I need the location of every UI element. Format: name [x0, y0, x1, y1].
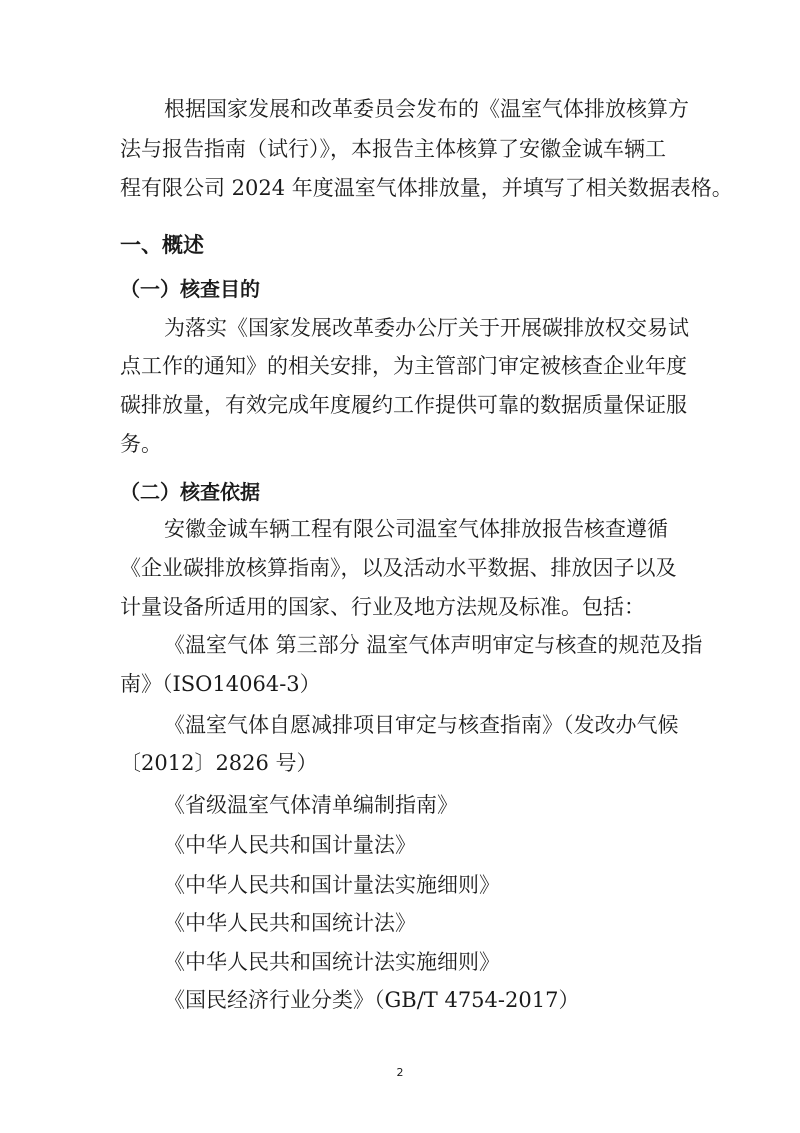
reference-item: 南》（ISO14064-3） — [120, 672, 321, 696]
reference-item: 《国民经济行业分类》（GB/T 4754-2017） — [164, 988, 580, 1012]
purpose-line-1: 为落实《国家发展改革委办公厅关于开展碳排放权交易试 — [164, 316, 689, 340]
reference-item: 《中华人民共和国统计法》 — [164, 911, 416, 935]
reference-item: 《中华人民共和国统计法实施细则》 — [164, 950, 500, 974]
basis-line-3: 计量设备所适用的国家、行业及地方法规及标准。包括： — [120, 595, 645, 619]
intro-line-3: 程有限公司 2024 年度温室气体排放量，并填写了相关数据表格。 — [120, 176, 733, 200]
reference-item: 《中华人民共和国计量法实施细则》 — [164, 873, 500, 897]
basis-line-2: 《企业碳排放核算指南》，以及活动水平数据、排放因子以及 — [120, 556, 677, 580]
purpose-line-4: 务。 — [120, 432, 162, 456]
subsection-heading-purpose: （一）核查目的 — [120, 277, 260, 301]
intro-line-1: 根据国家发展和改革委员会发布的《温室气体排放核算方 — [164, 97, 689, 121]
reference-item: 《温室气体 第三部分 温室气体声明审定与核查的规范及指 — [164, 633, 703, 657]
page-number: 2 — [396, 1066, 404, 1079]
reference-item: 《省级温室气体清单编制指南》 — [164, 793, 458, 817]
basis-line-1: 安徽金诚车辆工程有限公司温室气体排放报告核查遵循 — [164, 517, 668, 541]
purpose-line-2: 点工作的通知》的相关安排，为主管部门审定被核查企业年度 — [120, 354, 687, 378]
reference-item: 《温室气体自愿减排项目审定与核查指南》（发改办气候 — [164, 713, 679, 737]
reference-item: 《中华人民共和国计量法》 — [164, 833, 416, 857]
subsection-heading-basis: （二）核查依据 — [120, 480, 260, 504]
section-heading-overview: 一、概述 — [120, 233, 204, 257]
intro-line-2: 法与报告指南（试行）》，本报告主体核算了安徽金诚车辆工 — [120, 137, 666, 161]
purpose-line-3: 碳排放量，有效完成年度履约工作提供可靠的数据质量保证服 — [120, 393, 687, 417]
reference-item: 〔2012〕2826 号） — [120, 751, 318, 775]
